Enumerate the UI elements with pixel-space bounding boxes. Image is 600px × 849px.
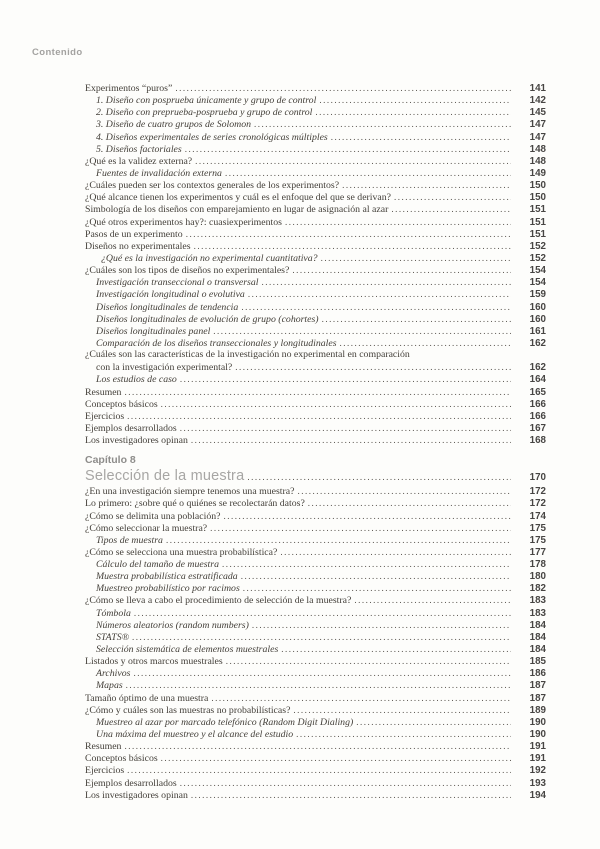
page-number: 183 — [529, 607, 546, 619]
toc-entry — [85, 752, 546, 764]
toc-entry — [85, 191, 546, 203]
toc-entry-title: Investigación transeccional o transversal — [96, 277, 259, 289]
leader-dots — [241, 570, 511, 582]
page-number: 166 — [529, 410, 546, 422]
toc-entry-title: Mapas — [96, 680, 123, 692]
toc-entry — [85, 203, 546, 215]
page-number: 149 — [529, 167, 546, 179]
leader-dots — [126, 679, 511, 691]
page-number: 151 — [529, 216, 546, 228]
leader-dots — [161, 398, 511, 410]
leader-dots — [243, 582, 511, 594]
leader-dots — [247, 469, 511, 486]
toc-entry — [85, 558, 546, 570]
toc-entry — [85, 582, 546, 594]
page-number: 159 — [529, 289, 546, 301]
page-number: 152 — [529, 252, 546, 264]
toc-entry — [85, 510, 546, 522]
toc-entry — [85, 167, 546, 179]
chapter-heading-block — [85, 454, 546, 484]
page-number: 185 — [529, 656, 546, 668]
toc-entry-title: 3. Diseño de cuatro grupos de Solomon — [96, 119, 252, 131]
toc-entry — [85, 216, 546, 228]
toc-entry-title: ¿Cómo se delimita una población? — [85, 510, 221, 522]
leader-dots — [322, 313, 511, 325]
toc-entry-title: con la investigación experimental? — [96, 362, 233, 374]
page-number: 183 — [529, 595, 546, 607]
toc-entry — [85, 740, 546, 752]
toc-entry-title: 5. Diseños factoriales — [96, 143, 182, 155]
toc-entry-title: 2. Diseño con preprueba-posprueba y grupo de control — [96, 107, 313, 119]
toc-entry-title: Selección sistemática de elementos muestrales — [96, 644, 279, 656]
toc-entry-title: Muestreo probabilístico por racimos — [96, 583, 240, 595]
toc-entry-title: Números aleatorios (random numbers) — [96, 619, 249, 631]
toc-entry — [85, 667, 546, 679]
toc-entry-title: Muestreo al azar por marcado telefónico (Random Digit Dialing) — [96, 716, 354, 728]
toc-entry — [85, 619, 546, 631]
toc-entry-title: Los investigadores opinan — [85, 435, 188, 447]
toc-entry-title: Conceptos básicos — [85, 398, 158, 410]
leader-dots — [252, 619, 511, 631]
chapter-title: Selección de la muestra — [85, 467, 245, 484]
toc-entry-title: ¿Cómo seleccionar la muestra? — [85, 522, 208, 534]
toc-entry-title: Pasos de un experimento — [85, 228, 183, 240]
toc-entry-title: ¿En una investigación siempre tenemos una muestra? — [85, 486, 295, 498]
page-number: 142 — [529, 95, 546, 107]
leader-dots — [296, 728, 511, 740]
toc-entry-title: Comparación de los diseños transeccionales y longitudinales — [96, 337, 337, 349]
toc-entry — [85, 631, 546, 643]
leader-dots — [132, 631, 511, 643]
toc-entry — [85, 655, 546, 667]
toc-entry — [85, 155, 546, 167]
toc-entry-title: ¿Qué es la investigación no experimental cuantitativa? — [101, 252, 318, 264]
leader-dots — [394, 191, 511, 203]
leader-dots — [281, 643, 511, 655]
toc-entry-title: STATS® — [96, 631, 130, 643]
leader-dots — [222, 558, 511, 570]
page-number: 147 — [529, 131, 546, 143]
leader-dots — [224, 510, 512, 522]
page-number: 160 — [529, 313, 546, 325]
leader-dots — [248, 288, 511, 300]
toc-entry-title: Fuentes de invalidación externa — [96, 167, 222, 179]
page-number: 168 — [529, 435, 546, 447]
page-number: 154 — [529, 277, 546, 289]
toc-entry-title: ¿Cuáles son los tipos de diseños no experimentales? — [85, 265, 290, 277]
toc-entry — [85, 398, 546, 410]
toc-entry — [85, 546, 546, 558]
page-number: 145 — [529, 107, 546, 119]
toc-entry — [85, 288, 546, 300]
toc-entry — [85, 301, 546, 313]
toc-entry — [85, 82, 546, 94]
leader-dots — [319, 94, 511, 106]
page-number: 184 — [529, 644, 546, 656]
leader-dots — [356, 716, 511, 728]
leader-dots — [293, 704, 511, 716]
leader-dots — [124, 386, 511, 398]
toc-entry — [85, 485, 546, 497]
toc-entry — [85, 497, 546, 509]
leader-dots — [161, 752, 511, 764]
leader-dots — [213, 325, 511, 337]
leader-dots — [133, 667, 511, 679]
page-number: 160 — [529, 301, 546, 313]
toc-entry — [85, 373, 546, 385]
page-number: 191 — [529, 753, 546, 765]
leader-dots — [308, 497, 511, 509]
leader-dots — [211, 692, 511, 704]
toc-entry-title: Investigación longitudinal o evolutiva — [96, 289, 245, 301]
toc-entry-title: Archivos — [96, 668, 131, 680]
page-number: 191 — [529, 741, 546, 753]
toc-entry-title: ¿Cómo se selecciona una muestra probabilística? — [85, 546, 278, 558]
page-number: 148 — [529, 143, 546, 155]
toc-entry — [85, 143, 546, 155]
leader-dots — [280, 546, 511, 558]
page-number: 178 — [529, 559, 546, 571]
toc-entry — [85, 386, 546, 398]
toc-entry — [85, 252, 546, 264]
toc-entry — [85, 179, 546, 191]
page-number: 162 — [529, 337, 546, 349]
toc-entry — [85, 643, 546, 655]
toc-entry-title: Listados y otros marcos muestrales — [85, 656, 223, 668]
toc-entry — [85, 777, 546, 789]
toc-entry — [85, 764, 546, 776]
leader-dots — [321, 252, 511, 264]
toc-entry — [85, 434, 546, 446]
leader-dots — [297, 485, 511, 497]
toc-entry-title: Lo primero: ¿sobre qué o quiénes se recolectarán datos? — [85, 498, 305, 510]
page-number: 141 — [529, 83, 546, 94]
leader-dots — [124, 740, 511, 752]
toc-entry-title: ¿Cómo y cuáles son las muestras no probabilísticas? — [85, 704, 291, 716]
leader-dots — [194, 240, 511, 252]
page-number: 194 — [529, 789, 546, 801]
page-number: 190 — [529, 729, 546, 741]
toc-entry-title: ¿Qué es la validez externa? — [85, 155, 193, 167]
toc-entry — [85, 704, 546, 716]
leader-dots — [354, 594, 511, 606]
contents-running-head: Contenido — [32, 47, 83, 58]
toc-entry-title: ¿Qué otros experimentos hay?: cuasiexperimentos — [85, 216, 282, 228]
page-number: 187 — [529, 692, 546, 704]
leader-dots — [285, 216, 511, 228]
page-number: 193 — [529, 777, 546, 789]
toc-entry — [85, 337, 546, 349]
leader-dots — [180, 422, 511, 434]
page-number: 175 — [529, 534, 546, 546]
toc-list — [85, 82, 546, 801]
toc-entry-title: Tamaño óptimo de una muestra — [85, 692, 209, 704]
page-number: 164 — [529, 374, 546, 386]
leader-dots — [391, 203, 511, 215]
toc-entry — [85, 679, 546, 691]
toc-entry-title: Diseños longitudinales de tendencia — [96, 301, 239, 313]
toc-entry — [85, 728, 546, 740]
toc-entry — [85, 228, 546, 240]
page-number: 151 — [529, 204, 546, 216]
toc-entry — [85, 118, 546, 130]
toc-entry — [85, 94, 546, 106]
page-number: 189 — [529, 704, 546, 716]
toc-entry-title: ¿Cómo se lleva a cabo el procedimiento de selección de la muestra? — [85, 595, 352, 607]
leader-dots — [191, 434, 511, 446]
toc-entry — [85, 325, 546, 337]
toc-entry — [85, 594, 546, 606]
toc-entry-title: Resumen — [85, 741, 122, 753]
toc-entry-title: Tipos de muestra — [96, 534, 163, 546]
toc-entry-title: Conceptos básicos — [85, 753, 158, 765]
page-number: 172 — [529, 486, 546, 498]
leader-dots — [210, 522, 511, 534]
toc-entry-title: Una máxima del muestreo y el alcance del estudio — [96, 729, 294, 741]
leader-dots — [340, 337, 511, 349]
toc-entry-title: Muestra probabilística estratificada — [96, 571, 238, 583]
toc-entry-title: Resumen — [85, 386, 122, 398]
toc-entry-title: ¿Qué alcance tienen los experimentos y cuál es el enfoque del que se derivan? — [85, 192, 392, 204]
page-number: 165 — [529, 386, 546, 398]
leader-dots — [241, 301, 511, 313]
chapter-title-row — [85, 468, 546, 485]
leader-dots — [342, 179, 511, 191]
toc-entry-title: Ejemplos desarrollados — [85, 777, 177, 789]
leader-dots — [166, 534, 511, 546]
page-number: 184 — [529, 619, 546, 631]
toc-entry — [85, 692, 546, 704]
leader-dots — [261, 276, 511, 288]
toc-entry — [85, 264, 546, 276]
toc-entry — [85, 410, 546, 422]
toc-entry-title: Los investigadores opinan — [85, 789, 188, 801]
toc-entry-title: Simbología de los diseños con emparejamiento en lugar de asignación al azar — [85, 204, 389, 216]
page-number: 192 — [529, 765, 546, 777]
page-number: 148 — [529, 155, 546, 167]
page-number: 162 — [529, 362, 546, 374]
leader-dots — [292, 264, 511, 276]
toc-entry-title: Experimentos “puros” — [85, 83, 173, 94]
page-number: 152 — [529, 240, 546, 252]
toc-entry — [85, 106, 546, 118]
leader-dots — [134, 607, 511, 619]
leader-dots — [331, 131, 511, 143]
toc-entry-title: Cálculo del tamaño de muestra — [96, 559, 219, 571]
page-number: 154 — [529, 265, 546, 277]
toc-entry — [85, 422, 546, 434]
leader-dots — [191, 789, 511, 801]
toc-entry — [85, 716, 546, 728]
page-number: 177 — [529, 546, 546, 558]
leader-dots — [127, 410, 511, 422]
leader-dots — [195, 155, 511, 167]
toc-entry — [85, 131, 546, 143]
page-number: 184 — [529, 631, 546, 643]
leader-dots — [254, 118, 511, 130]
page-number: 170 — [529, 471, 546, 483]
leader-dots — [226, 655, 511, 667]
toc-entry — [85, 313, 546, 325]
page-number: 186 — [529, 668, 546, 680]
toc-entry-title: Ejemplos desarrollados — [85, 422, 177, 434]
toc-entry — [85, 789, 546, 801]
toc-entry-title: Tómbola — [96, 607, 131, 619]
toc-entry — [85, 534, 546, 546]
toc-entry-title: 4. Diseños experimentales de series cronológicas múltiples — [96, 131, 328, 143]
toc-entry — [85, 522, 546, 534]
toc-entry-title: Ejercicios — [85, 410, 125, 422]
leader-dots — [175, 82, 511, 94]
toc-entry — [85, 607, 546, 619]
leader-dots — [315, 106, 511, 118]
leader-dots — [180, 373, 511, 385]
leader-dots — [225, 167, 511, 179]
page-number: 166 — [529, 398, 546, 410]
page-number: 174 — [529, 510, 546, 522]
page-number: 172 — [529, 498, 546, 510]
toc-entry-title: ¿Cuáles son las características de la investigación no experimental en comparación — [85, 349, 410, 361]
leader-dots — [180, 777, 511, 789]
leader-dots — [185, 143, 511, 155]
page-number: 150 — [529, 180, 546, 192]
page-number: 151 — [529, 228, 546, 240]
page-number: 147 — [529, 119, 546, 131]
leader-dots — [235, 361, 511, 373]
toc-entry-title: 1. Diseño con posprueba únicamente y grupo de control — [96, 95, 317, 107]
page-number: 161 — [529, 325, 546, 337]
leader-dots — [127, 764, 511, 776]
page-number: 190 — [529, 716, 546, 728]
page-number: 182 — [529, 583, 546, 595]
toc-entry — [85, 349, 546, 361]
page-number: 187 — [529, 680, 546, 692]
page-number: 180 — [529, 571, 546, 583]
toc-entry — [85, 570, 546, 582]
toc-entry-title: Diseños no experimentales — [85, 240, 191, 252]
leader-dots — [186, 228, 511, 240]
toc-entry-title: Diseños longitudinales panel — [96, 325, 211, 337]
toc-entry-title: Ejercicios — [85, 765, 125, 777]
toc-entry-title: Diseños longitudinales de evolución de grupo (cohortes) — [96, 313, 319, 325]
toc-entry-title: Los estudios de caso — [96, 374, 177, 386]
chapter-kicker: Capítulo 8 — [85, 454, 136, 467]
page-number: 150 — [529, 192, 546, 204]
toc-entry-title: ¿Cuáles pueden ser los contextos generales de los experimentos? — [85, 180, 340, 192]
toc-entry — [85, 240, 546, 252]
toc-entry — [85, 276, 546, 288]
page-number: 175 — [529, 522, 546, 534]
toc-entry — [85, 361, 546, 373]
page-number: 167 — [529, 422, 546, 434]
